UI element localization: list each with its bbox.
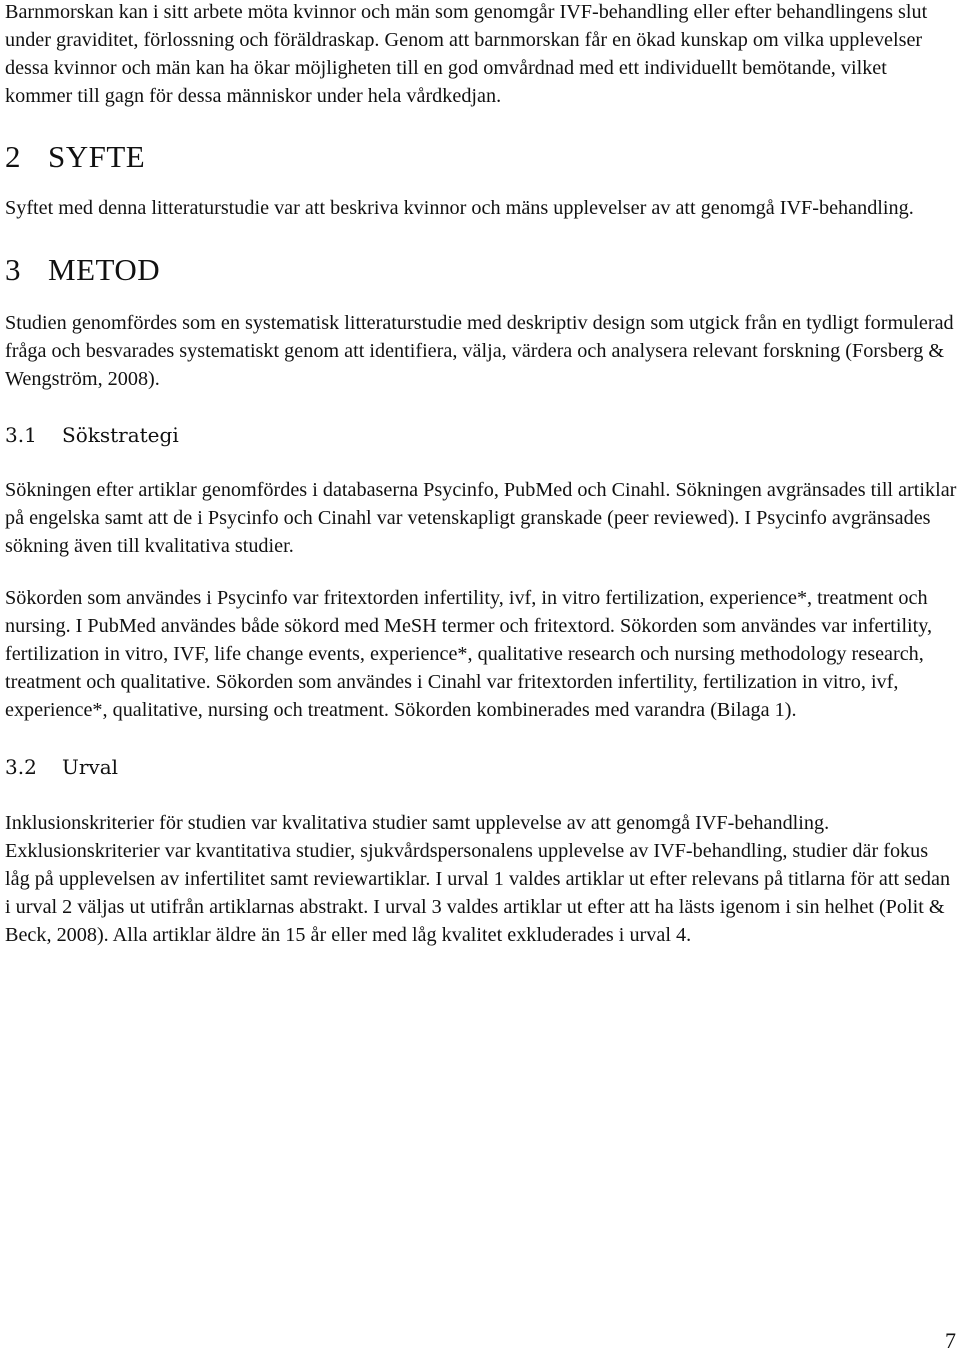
syfte-paragraph: Syftet med denna litteraturstudie var att beskriva kvinnor och mäns upplevelser av att genomgå IVF-behandling. [5, 197, 914, 219]
sokstrategi-paragraph-2: Sökorden som användes i Psycinfo var fritextorden infertility, ivf, in vitro fertilization, experience*, treatment och nursing. I PubMed användes både sökord med MeSH termer och fritextord. Sökorden som användes var infertility, fertilization in vitro, IVF, life change events, experience*, qualitative research och nursing methodology research, treatment och qualitative. Sökorden som användes i Cinahl var fritextorden infertility, fertilization in vitro, ivf, experience*, qualitative, nursing och treatment. Sökorden kombinerades med varandra (Bilaga 1). [5, 587, 933, 721]
document-page [5, 0, 957, 949]
metod-paragraph: Studien genomfördes som en systematisk litteraturstudie med deskriptiv design som utgick från en tydligt formulerad fråga och besvarades systematiskt genom att identifiera, välja, värdera och analysera relevant forskning (Forsberg & Wengström, 2008). [5, 312, 954, 390]
subsection-number: 3.2 [5, 755, 37, 779]
section-number: 3 [5, 252, 21, 287]
subsection-number: 3.1 [5, 423, 37, 447]
section-number: 2 [5, 139, 21, 174]
section-heading-syfte [5, 139, 957, 175]
subsection-title: Urval [62, 755, 119, 779]
section-title: SYFTE [48, 139, 146, 174]
subsection-heading-sokstrategi [5, 420, 957, 450]
section-title: METOD [48, 252, 161, 287]
subsection-heading-urval [5, 752, 957, 782]
urval-paragraph: Inklusionskriterier för studien var kvalitativa studier samt upplevelse av att genomgå IVF-behandling. Exklusionskriterier var kvantitativa studier, sjukvårdspersonalens upplevelse av IVF-behandling, studier där fokus låg på upplevelsen av infertilitet samt reviewartiklar. I urval 1 valdes artiklar ut efter relevans på titlarna för att sedan i urval 2 väljas ut utifrån artiklarnas abstrakt. I urval 3 valdes artiklar ut efter att ha lästs igenom i sin helhet (Polit & Beck, 2008). Alla artiklar äldre än 15 år eller med låg kvalitet exkluderades i urval 4. [5, 812, 951, 946]
subsection-title: Sökstrategi [62, 423, 179, 447]
page-number: 7 [945, 1328, 956, 1353]
sokstrategi-paragraph-1: Sökningen efter artiklar genomfördes i databaserna Psycinfo, PubMed och Cinahl. Sökningen avgränsades till artiklar på engelska samt att de i Psycinfo och Cinahl var vetenskapligt granskade (peer reviewed). I Psycinfo avgränsades sökning även till kvalitativa studier. [5, 479, 957, 557]
section-heading-metod [5, 252, 957, 288]
intro-paragraph: Barnmorskan kan i sitt arbete möta kvinnor och män som genomgår IVF-behandling eller efter behandlingens slut under graviditet, förlossning och föräldraskap. Genom att barnmorskan får en ökad kunskap om vilka upplevelser dessa kvinnor och män kan ha ökar möjligheten till en god omvårdnad med ett individuellt bemötande, vilket kommer till gagn för dessa människor under hela vårdkedjan. [5, 1, 928, 107]
